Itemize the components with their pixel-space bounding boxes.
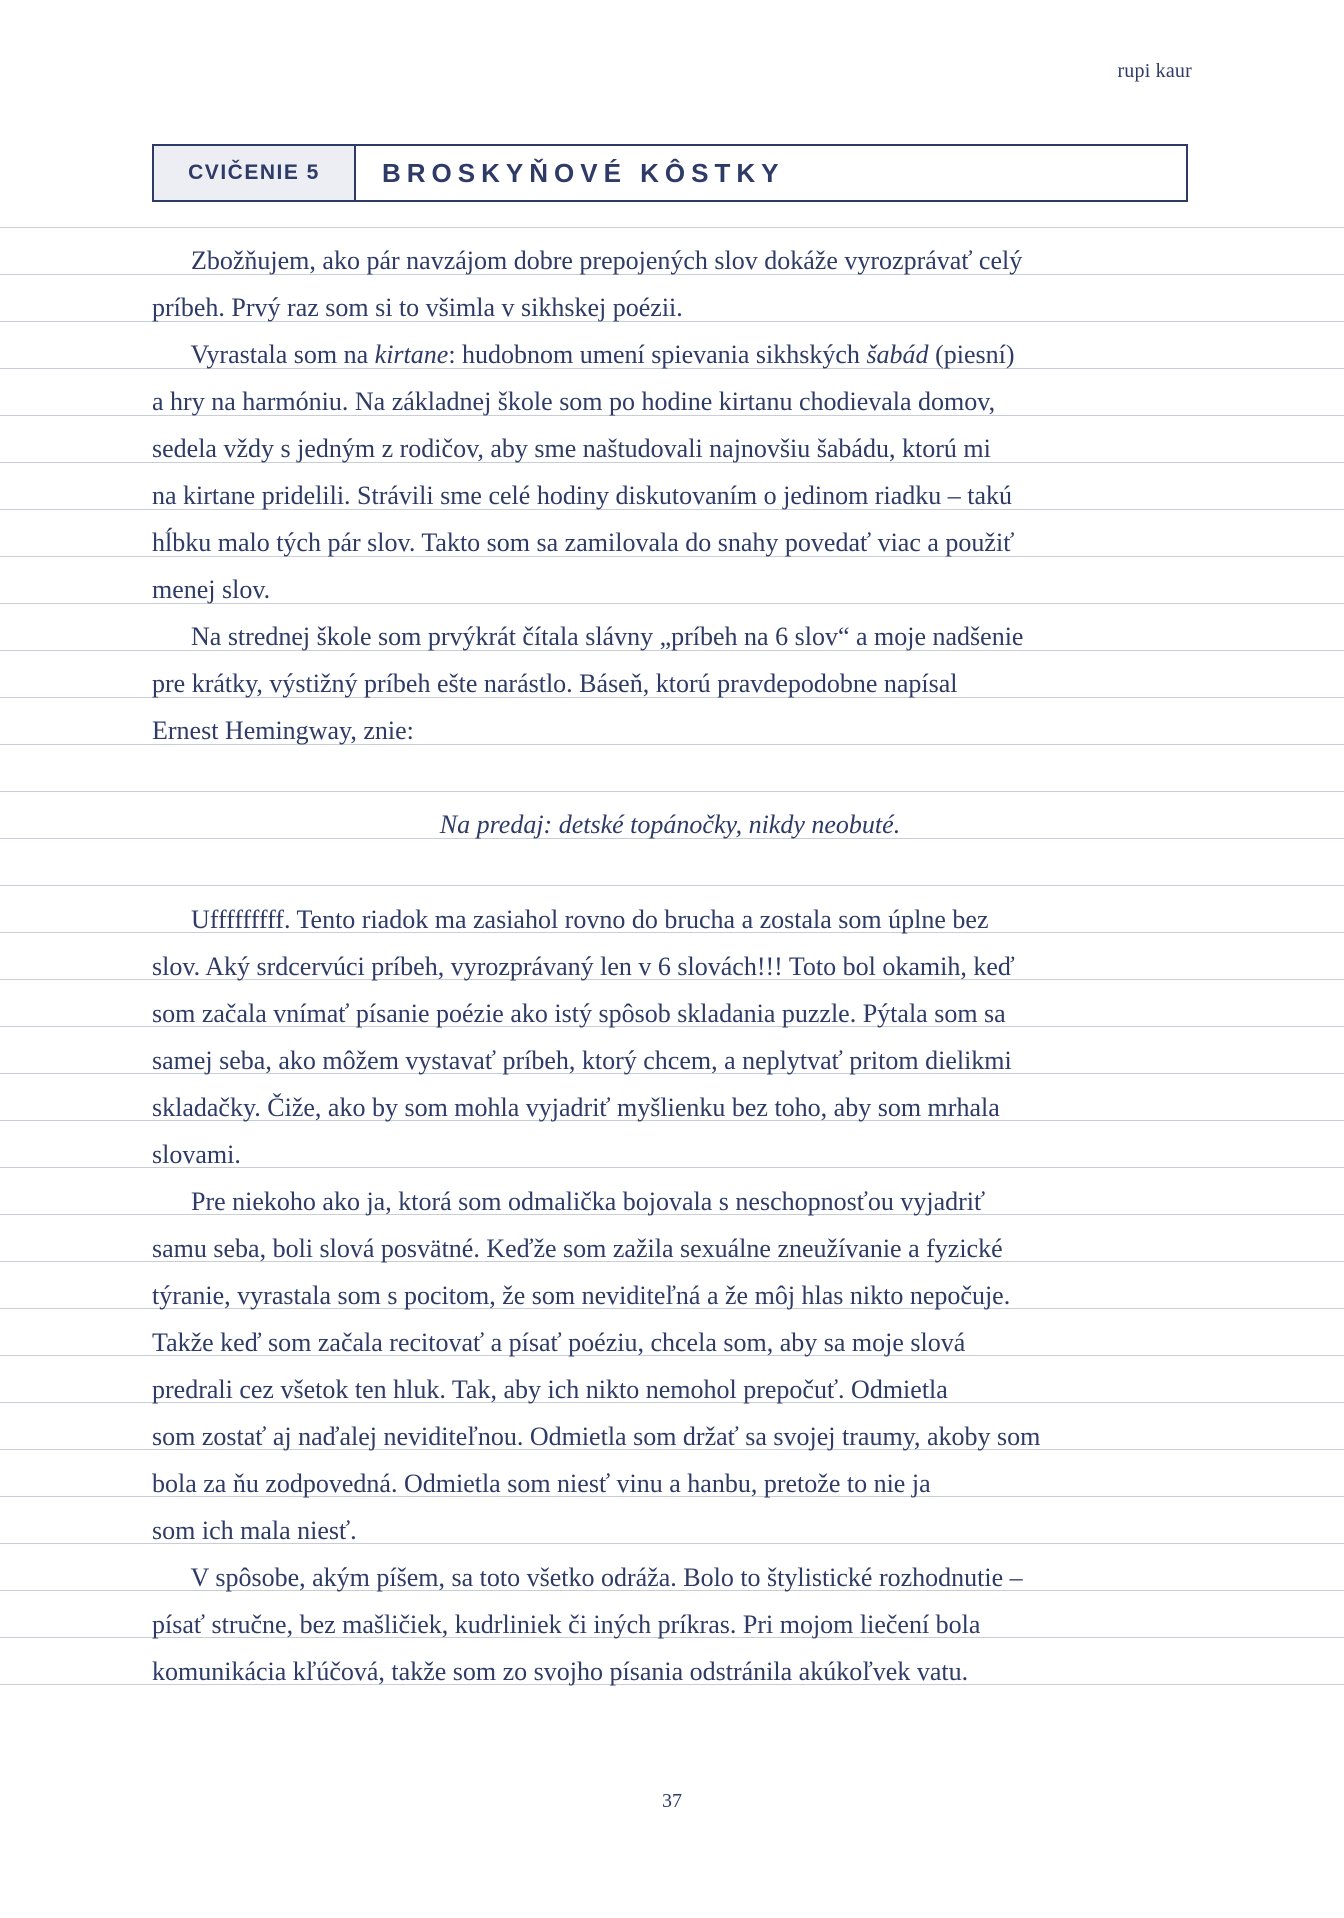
text-line: slov. Aký srdcervúci príbeh, vyrozprávaný len v 6 slovách!!! Toto bol okamih, keď [152, 952, 1015, 981]
text-line: som začala vnímať písanie poézie ako istý spôsob skladania puzzle. Pýtala som sa [152, 999, 1006, 1028]
text-line: som zostať aj naďalej neviditeľnou. Odmietla som držať sa svojej traumy, akoby som [152, 1422, 1041, 1451]
text-line: komunikácia kľúčová, takže som zo svojho písania odstránila akúkoľvek vatu. [152, 1657, 969, 1686]
exercise-title-box [152, 144, 1188, 202]
text-line: písať stručne, bez mašličiek, kudrliniek či iných príkras. Pri mojom liečení bola [152, 1610, 981, 1639]
running-head-author: rupi kaur [1117, 60, 1192, 82]
ruled-line [0, 791, 1344, 792]
text-line: príbeh. Prvý raz som si to všimla v sikhskej poézii. [152, 293, 683, 322]
text-line: menej slov. [152, 575, 271, 604]
exercise-label: CVIČENIE 5 [154, 146, 356, 200]
hemingway-quote: Na predaj: detské topánočky, nikdy neobuté. [439, 810, 901, 839]
text-line: Zbožňujem, ako pár navzájom dobre prepojených slov dokáže vyrozprávať celý [152, 246, 1023, 275]
page-number: 37 [662, 1790, 682, 1812]
body-text-block-2 [152, 896, 1192, 1695]
text-line: pre krátky, výstižný príbeh ešte narástlo. Báseň, ktorú pravdepodobne napísal [152, 669, 958, 698]
text-line: Ufffffffff. Tento riadok ma zasiahol rovno do brucha a zostala som úplne bez [152, 905, 989, 934]
text-line: V spôsobe, akým píšem, sa toto všetko odráža. Bolo to štylistické rozhodnutie – [152, 1563, 1023, 1592]
text-line: skladačky. Čiže, ako by som mohla vyjadriť myšlienku bez toho, aby som mrhala [152, 1093, 1000, 1122]
text-line: týranie, vyrastala som s pocitom, že som neviditeľná a že môj hlas nikto nepočuje. [152, 1281, 1011, 1310]
ruled-line [0, 227, 1344, 228]
text-line: samu seba, boli slová posvätné. Keďže som zažila sexuálne zneužívanie a fyzické [152, 1234, 1003, 1263]
text-line: na kirtane pridelili. Strávili sme celé hodiny diskutovaním o jedinom riadku – takú [152, 481, 1012, 510]
text-line: Vyrastala som na kirtane: hudobnom umení spievania sikhských šabád (piesní) [152, 340, 1015, 369]
text-line: a hry na harmóniu. Na základnej škole som po hodine kirtanu chodievala domov, [152, 387, 996, 416]
text-line: slovami. [152, 1140, 241, 1169]
text-line: bola za ňu zodpovedná. Odmietla som niesť vinu a hanbu, pretože to nie ja [152, 1469, 931, 1498]
text-line: predrali cez všetok ten hluk. Tak, aby ich nikto nemohol prepočuť. Odmietla [152, 1375, 948, 1404]
text-line: Pre niekoho ako ja, ktorá som odmalička bojovala s neschopnosťou vyjadriť [152, 1187, 986, 1216]
text-line: Na strednej škole som prvýkrát čítala slávny „príbeh na 6 slov“ a moje nadšenie [152, 622, 1024, 651]
text-line: samej seba, ako môžem vystavať príbeh, ktorý chcem, a neplytvať pritom dielikmi [152, 1046, 1012, 1075]
text-line: som ich mala niesť. [152, 1516, 357, 1545]
text-line: sedela vždy s jedným z rodičov, aby sme naštudovali najnovšiu šabádu, ktorú mi [152, 434, 991, 463]
ruled-line [0, 885, 1344, 886]
text-line: hĺbku malo tých pár slov. Takto som sa zamilovala do snahy povedať viac a použiť [152, 528, 1015, 557]
text-line: Ernest Hemingway, znie: [152, 716, 414, 745]
body-text-block-1 [152, 237, 1192, 754]
text-line: Takže keď som začala recitovať a písať poéziu, chcela som, aby sa moje slová [152, 1328, 966, 1357]
exercise-title: BROSKYŇOVÉ KÔSTKY [382, 157, 785, 188]
